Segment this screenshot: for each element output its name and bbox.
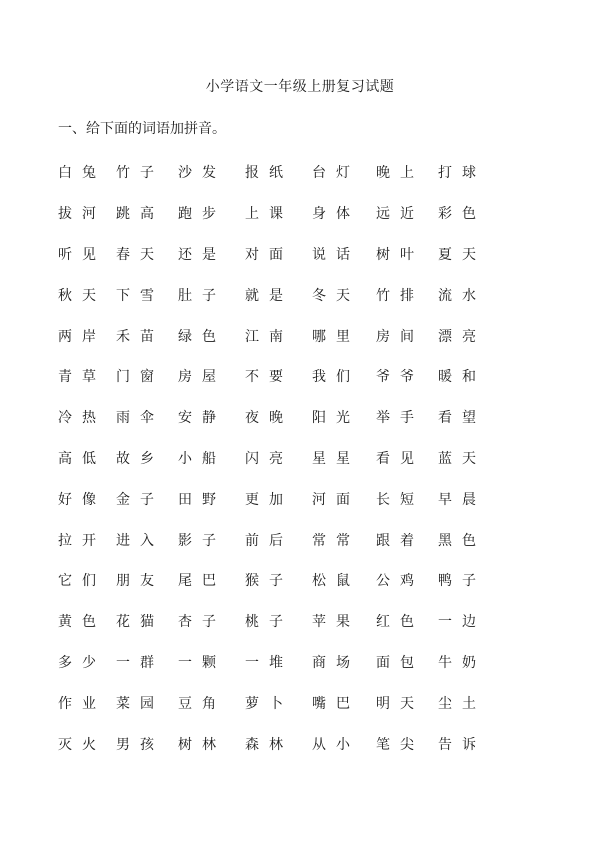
vocab-word: 杏 子 [178, 614, 216, 631]
vocab-word: 雨 伞 [116, 410, 154, 427]
vocab-word: 高 低 [58, 450, 96, 467]
vocab-word: 一 堆 [245, 654, 283, 671]
vocab-word: 星 星 [312, 450, 350, 467]
vocab-word: 多 少 [58, 654, 96, 671]
vocab-word: 面 包 [376, 654, 414, 671]
vocab-word: 尾 巴 [178, 573, 216, 590]
vocab-word: 我 们 [312, 369, 350, 386]
vocab-word: 苹 果 [312, 614, 350, 631]
vocab-word: 它 们 [58, 573, 96, 590]
vocab-word: 台 灯 [312, 165, 350, 182]
vocab-word: 青 草 [58, 369, 96, 386]
vocab-word: 前 后 [245, 532, 283, 549]
page-title: 小学语文一年级上册复习试题 [205, 79, 395, 95]
vocab-word: 江 南 [245, 328, 283, 345]
vocab-word: 黄 色 [58, 614, 96, 631]
vocab-word: 猴 子 [245, 573, 283, 590]
vocab-word: 故 乡 [116, 450, 154, 467]
word-row [58, 601, 494, 642]
vocab-word: 漂 亮 [438, 328, 476, 345]
vocab-word: 松 鼠 [312, 573, 350, 590]
vocab-word: 桃 子 [245, 614, 283, 631]
word-row [58, 723, 494, 764]
word-row [58, 315, 494, 356]
vocab-word: 树 林 [178, 736, 216, 753]
vocab-word: 说 话 [312, 246, 350, 263]
vocab-word: 晚 上 [376, 165, 414, 182]
vocab-word: 灭 火 [58, 736, 96, 753]
vocab-word: 一 群 [116, 654, 154, 671]
vocab-word: 不 要 [245, 369, 283, 386]
word-row [58, 682, 494, 723]
vocab-word: 哪 里 [312, 328, 350, 345]
vocab-word: 笔 尖 [376, 736, 414, 753]
vocab-word: 看 望 [438, 410, 476, 427]
vocab-word: 更 加 [245, 491, 283, 508]
word-row [58, 519, 494, 560]
vocab-word: 商 场 [312, 654, 350, 671]
vocab-word: 暖 和 [438, 369, 476, 386]
vocab-word: 竹 排 [376, 287, 414, 304]
vocab-word: 一 边 [438, 614, 476, 631]
word-row [58, 478, 494, 519]
vocab-word: 门 窗 [116, 369, 154, 386]
vocab-word: 房 屋 [178, 369, 216, 386]
vocab-word: 小 船 [178, 450, 216, 467]
word-row [58, 397, 494, 438]
vocab-word: 河 面 [312, 491, 350, 508]
vocab-word: 森 林 [245, 736, 283, 753]
vocab-word: 一 颗 [178, 654, 216, 671]
word-row [58, 438, 494, 479]
vocab-word: 树 叶 [376, 246, 414, 263]
vocab-word: 从 小 [312, 736, 350, 753]
word-row [58, 356, 494, 397]
vocab-word: 拉 开 [58, 532, 96, 549]
vocab-word: 公 鸡 [376, 573, 414, 590]
vocab-word: 白 兔 [58, 165, 96, 182]
vocab-word: 鸭 子 [438, 573, 476, 590]
vocab-word: 金 子 [116, 491, 154, 508]
vocab-word: 房 间 [376, 328, 414, 345]
vocab-word: 安 静 [178, 410, 216, 427]
vocab-word: 夏 天 [438, 246, 476, 263]
vocab-word: 打 球 [438, 165, 476, 182]
vocab-word: 对 面 [245, 246, 283, 263]
word-row [58, 152, 494, 193]
word-row [58, 234, 494, 275]
vocab-word: 冷 热 [58, 410, 96, 427]
vocab-word: 还 是 [178, 246, 216, 263]
vocab-word: 男 孩 [116, 736, 154, 753]
vocab-word: 爷 爷 [376, 369, 414, 386]
vocab-word: 长 短 [376, 491, 414, 508]
vocab-word: 看 见 [376, 450, 414, 467]
vocab-word: 竹 子 [116, 165, 154, 182]
vocab-word: 好 像 [58, 491, 96, 508]
vocab-word: 肚 子 [178, 287, 216, 304]
vocab-word: 蓝 天 [438, 450, 476, 467]
vocab-word: 田 野 [178, 491, 216, 508]
vocab-word: 菜 园 [116, 695, 154, 712]
vocab-word: 红 色 [376, 614, 414, 631]
word-row [58, 193, 494, 234]
vocab-word: 就 是 [245, 287, 283, 304]
vocab-word: 豆 角 [178, 695, 216, 712]
vocab-word: 身 体 [312, 206, 350, 223]
vocab-word: 冬 天 [312, 287, 350, 304]
vocab-word: 秋 天 [58, 287, 96, 304]
vocab-word: 明 天 [376, 695, 414, 712]
vocab-word: 下 雪 [116, 287, 154, 304]
vocab-word: 朋 友 [116, 573, 154, 590]
vocab-word: 闪 亮 [245, 450, 283, 467]
vocab-word: 萝 卜 [245, 695, 283, 712]
vocab-word: 早 晨 [438, 491, 476, 508]
vocab-word: 影 子 [178, 532, 216, 549]
vocab-word: 上 课 [245, 206, 283, 223]
vocab-word: 流 水 [438, 287, 476, 304]
vocab-word: 跑 步 [178, 206, 216, 223]
vocab-word: 远 近 [376, 206, 414, 223]
vocab-word: 牛 奶 [438, 654, 476, 671]
vocab-word: 花 猫 [116, 614, 154, 631]
vocab-word: 拔 河 [58, 206, 96, 223]
vocab-word: 黑 色 [438, 532, 476, 549]
vocab-word: 春 天 [116, 246, 154, 263]
vocab-word: 沙 发 [178, 165, 216, 182]
vocab-word: 跳 高 [116, 206, 154, 223]
vocab-word: 进 入 [116, 532, 154, 549]
vocab-word: 禾 苗 [116, 328, 154, 345]
word-row [58, 642, 494, 683]
vocab-word: 报 纸 [245, 165, 283, 182]
word-row [58, 274, 494, 315]
vocab-word: 跟 着 [376, 532, 414, 549]
vocab-word: 告 诉 [438, 736, 476, 753]
vocab-word: 举 手 [376, 410, 414, 427]
vocab-word: 作 业 [58, 695, 96, 712]
vocab-word: 两 岸 [58, 328, 96, 345]
word-row [58, 560, 494, 601]
vocab-word: 嘴 巴 [312, 695, 350, 712]
vocab-word: 阳 光 [312, 410, 350, 427]
vocab-word: 夜 晚 [245, 410, 283, 427]
vocab-word: 尘 土 [438, 695, 476, 712]
vocab-word: 听 见 [58, 246, 96, 263]
word-grid [58, 152, 494, 764]
section-heading: 一、给下面的词语加拼音。 [58, 121, 226, 137]
vocab-word: 绿 色 [178, 328, 216, 345]
vocab-word: 彩 色 [438, 206, 476, 223]
vocab-word: 常 常 [312, 532, 350, 549]
